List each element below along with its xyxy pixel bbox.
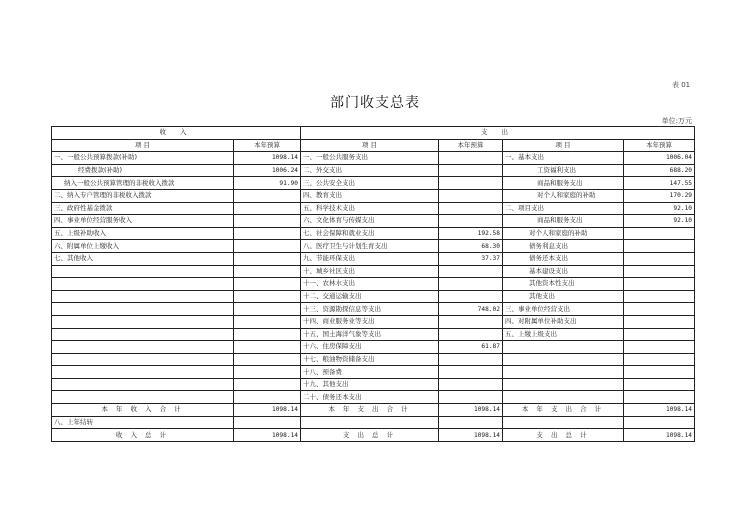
expense-item-cell: 十三、资源勘探信息等支出 [301,303,439,316]
table-row [52,303,695,316]
income-item-cell: 四、事业单位经营服务收入 [52,215,234,228]
carryover-blank-d [439,416,503,429]
economic-item-header: 项 目 [503,139,624,152]
economic-item-cell: 债务还本支出 [503,252,624,265]
expense-budget-cell: 61.87 [439,341,503,354]
expense-budget-header: 本年预算 [439,139,503,152]
table-row [52,227,695,240]
expense-budget-cell: 748.02 [439,303,503,316]
carryover-blank-e [503,416,624,429]
expense-budget-cell: 37.37 [439,252,503,265]
economic-budget-cell [624,366,695,379]
economic-item-cell: 工资福利支出 [503,164,624,177]
table-row [52,391,695,404]
carryover-row [52,416,695,429]
expense-item-cell: 十七、粮油物资储备支出 [301,353,439,366]
table-row [52,278,695,291]
grand-income-value: 1098.14 [234,429,301,442]
grand-expense-label: 支 出 总 计 [301,429,439,442]
expense-item-cell: 十四、商业服务业等支出 [301,315,439,328]
expense-budget-cell [439,366,503,379]
expense-header: 支 出 [301,127,695,140]
income-budget-cell: 91.90 [234,177,301,190]
table-body [52,152,695,404]
carryover-blank-c [301,416,439,429]
income-item-cell: 纳入一般公共预算管理的非税收入拨款 [52,177,234,190]
income-item-cell [52,278,234,291]
economic-budget-cell [624,278,695,291]
expense-budget-cell [439,353,503,366]
economic-budget-cell [624,227,695,240]
economic-budget-cell [624,328,695,341]
table-row [52,202,695,215]
expense-item-cell: 七、社会保障和就业支出 [301,227,439,240]
economic-item-cell: 一、基本支出 [503,152,624,165]
income-budget-cell [234,227,301,240]
table-row [52,353,695,366]
table-row [52,240,695,253]
expense-item-cell: 九、节能环保支出 [301,252,439,265]
expense-item-cell: 三、公共安全支出 [301,177,439,190]
economic-item-cell [503,391,624,404]
economic-item-cell: 债务利息支出 [503,240,624,253]
expense-budget-cell: 192.58 [439,227,503,240]
income-item-cell [52,366,234,379]
economic-budget-cell: 688.20 [624,164,695,177]
table-row [52,290,695,303]
income-item-cell: 六、附属单位上缴收入 [52,240,234,253]
grand-economic-value: 1098.14 [624,429,695,442]
economic-budget-cell: 92.10 [624,202,695,215]
income-item-cell [52,341,234,354]
income-total-value: 1098.14 [234,404,301,417]
expense-item-cell: 十五、国土海洋气象等支出 [301,328,439,341]
page-number: 表 01 [672,81,691,89]
income-budget-cell [234,378,301,391]
budget-table [51,126,695,442]
table-row [52,315,695,328]
income-item-cell [52,290,234,303]
expense-budget-cell [439,315,503,328]
income-budget-cell [234,290,301,303]
economic-item-cell: 其他支出 [503,290,624,303]
page-title: 部门收支总表 [330,95,420,111]
economic-budget-cell [624,353,695,366]
economic-budget-cell [624,240,695,253]
income-item-cell [52,303,234,316]
expense-item-cell: 十一、农林水支出 [301,278,439,291]
table-row [52,378,695,391]
header-row-1 [52,127,695,140]
economic-budget-cell [624,378,695,391]
grand-income-label: 收 入 总 计 [52,429,234,442]
expense-budget-cell [439,177,503,190]
table-row [52,252,695,265]
unit-label: 单位:万元 [661,117,692,125]
expense-budget-cell [439,152,503,165]
economic-item-cell: 商品和服务支出 [503,215,624,228]
income-item-cell [52,391,234,404]
income-item-cell: 五、上级补助收入 [52,227,234,240]
income-item-cell [52,378,234,391]
economic-budget-header: 本年预算 [624,139,695,152]
expense-budget-cell [439,202,503,215]
income-budget-cell [234,341,301,354]
expense-item-cell: 二十、债务还本支出 [301,391,439,404]
economic-budget-cell [624,391,695,404]
expense-item-cell: 八、医疗卫生与计划生育支出 [301,240,439,253]
economic-item-cell: 五、上缴上级支出 [503,328,624,341]
economic-total-value: 1098.14 [624,404,695,417]
economic-item-cell: 商品和服务支出 [503,177,624,190]
income-budget-header: 本年预算 [234,139,301,152]
expense-budget-cell [439,215,503,228]
expense-item-cell: 十二、交通运输支出 [301,290,439,303]
income-budget-cell [234,366,301,379]
income-budget-cell: 1098.14 [234,152,301,165]
expense-item-cell: 五、科学技术支出 [301,202,439,215]
carryover-value [234,416,301,429]
income-budget-cell [234,265,301,278]
income-item-cell [52,328,234,341]
economic-budget-cell [624,341,695,354]
table-row [52,152,695,165]
economic-budget-cell: 1006.04 [624,152,695,165]
expense-item-cell: 一、一般公共服务支出 [301,152,439,165]
income-total-label: 本 年 收 入 合 计 [52,404,234,417]
expense-budget-cell [439,378,503,391]
income-budget-cell [234,353,301,366]
expense-total-label: 本 年 支 出 合 计 [301,404,439,417]
income-header: 收 入 [52,127,301,140]
economic-item-cell [503,353,624,366]
table-row [52,366,695,379]
budget-table-container [51,126,694,466]
income-budget-cell [234,328,301,341]
income-budget-cell [234,189,301,202]
carryover-blank-f [624,416,695,429]
income-item-header: 项 目 [52,139,234,152]
economic-budget-cell: 92.10 [624,215,695,228]
income-item-cell: 经费拨款(补助) [52,164,234,177]
economic-item-cell [503,341,624,354]
expense-item-header: 项 目 [301,139,439,152]
expense-item-cell: 十九、其他支出 [301,378,439,391]
economic-item-cell: 基本建设支出 [503,265,624,278]
carryover-label: 八、上年结转 [52,416,234,429]
economic-budget-cell: 170.29 [624,189,695,202]
table-row [52,341,695,354]
income-item-cell: 七、其他收入 [52,252,234,265]
economic-budget-cell [624,315,695,328]
economic-budget-cell: 147.55 [624,177,695,190]
economic-item-cell [503,378,624,391]
income-budget-cell [234,240,301,253]
table-row [52,328,695,341]
income-item-cell [52,353,234,366]
expense-budget-cell [439,278,503,291]
economic-total-label: 本 年 支 出 合 计 [503,404,624,417]
expense-budget-cell [439,164,503,177]
economic-budget-cell [624,252,695,265]
income-budget-cell [234,215,301,228]
income-budget-cell [234,252,301,265]
expense-item-cell: 二、外交支出 [301,164,439,177]
grand-expense-value: 1098.14 [439,429,503,442]
table-row [52,177,695,190]
expense-budget-cell: 68.30 [439,240,503,253]
table-row [52,164,695,177]
expense-budget-cell [439,391,503,404]
economic-item-cell: 对个人和家庭的补助 [503,227,624,240]
income-budget-cell: 1006.24 [234,164,301,177]
economic-budget-cell [624,265,695,278]
total-row [52,404,695,417]
income-item-cell [52,265,234,278]
economic-budget-cell [624,303,695,316]
economic-item-cell: 对个人和家庭的补助 [503,189,624,202]
header-row-2 [52,139,695,152]
expense-budget-cell [439,189,503,202]
economic-item-cell: 二、项目支出 [503,202,624,215]
grand-total-row [52,429,695,442]
economic-item-cell [503,366,624,379]
income-budget-cell [234,202,301,215]
expense-budget-cell [439,290,503,303]
expense-budget-cell [439,265,503,278]
expense-total-value: 1098.14 [439,404,503,417]
income-item-cell: 一、一般公共预算拨款(补助) [52,152,234,165]
table-row [52,215,695,228]
table-row [52,265,695,278]
expense-item-cell: 十六、住房保障支出 [301,341,439,354]
income-item-cell [52,315,234,328]
income-budget-cell [234,391,301,404]
economic-item-cell: 三、事业单位经营支出 [503,303,624,316]
grand-economic-label: 支 出 总 计 [503,429,624,442]
income-item-cell: 三、政府性基金拨款 [52,202,234,215]
expense-item-cell: 十、城乡社区支出 [301,265,439,278]
income-budget-cell [234,303,301,316]
economic-budget-cell [624,290,695,303]
expense-item-cell: 十八、预备费 [301,366,439,379]
income-item-cell: 二、纳入专户管理的非税收入拨款 [52,189,234,202]
economic-item-cell: 四、对附属单位补助支出 [503,315,624,328]
table-row [52,189,695,202]
expense-item-cell: 四、教育支出 [301,189,439,202]
economic-item-cell: 其他资本性支出 [503,278,624,291]
expense-item-cell: 六、文化体育与传媒支出 [301,215,439,228]
income-budget-cell [234,278,301,291]
income-budget-cell [234,315,301,328]
expense-budget-cell [439,328,503,341]
